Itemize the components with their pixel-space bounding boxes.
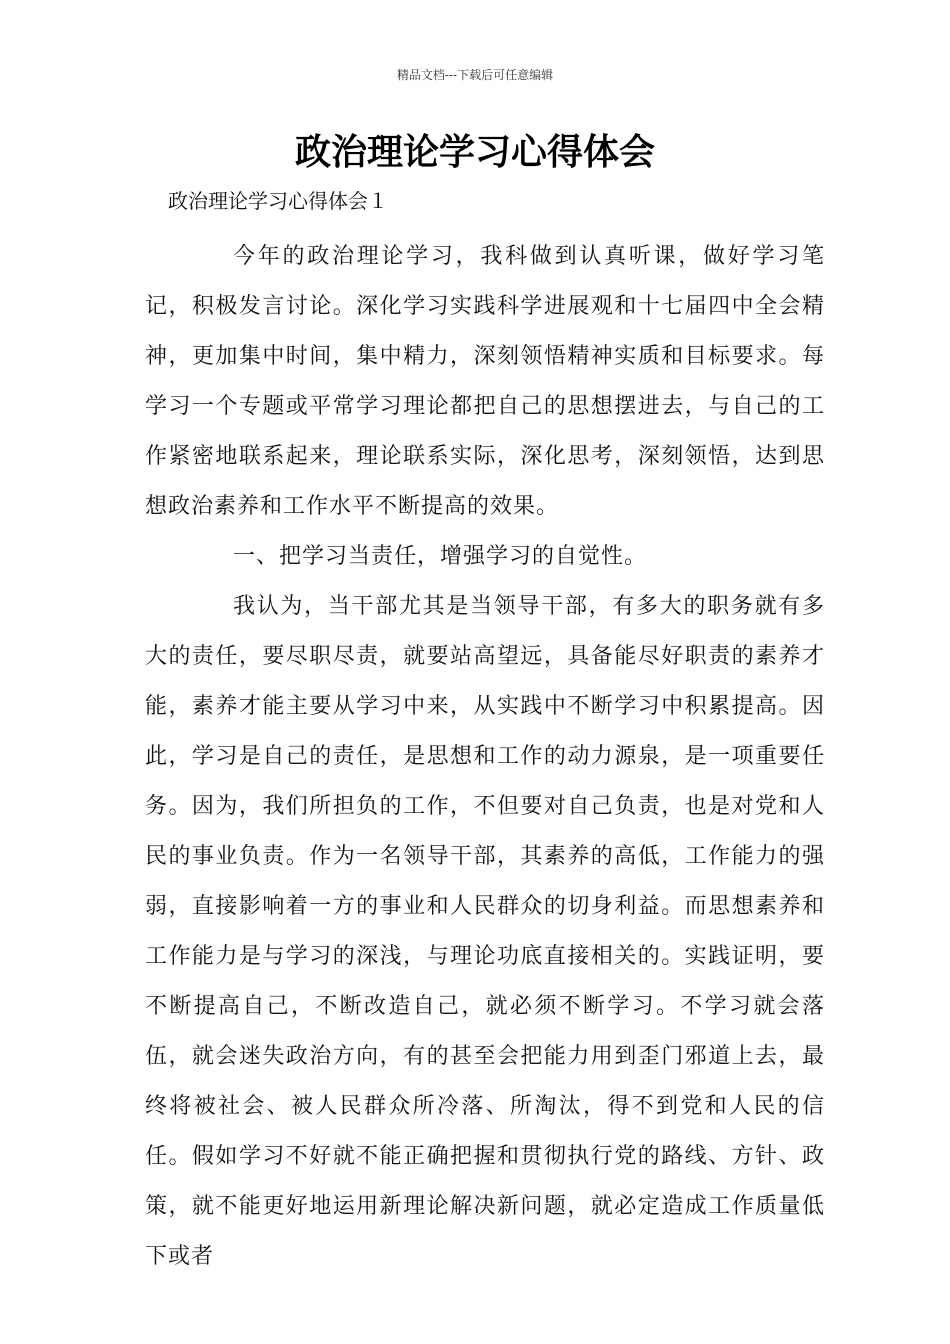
paragraph-responsibility: 我认为，当干部尤其是当领导干部，有多大的职务就有多大的责任，要尽职尽责，就要站高望远，具备能尽好职责的素养才能，素养才能主要从学习中来，从实践中不断学习中积累提高。因此，学习是自己的责任，是思想和工作的动力源泉，是一项重要任务。因为，我们所担负的工作，不但要对自己负责，也是对党和人民的事业负责。作为一名领导干部，其素养的高低，工作能力的强弱，直接影响着一方的事业和人民群众的切身利益。而思想素养和工作能力是与学习的深浅，与理论功底直接相关的。实践证明，要不断提高自己，不断改造自己，就必须不断学习。不学习就会落伍，就会迷失政治方向，有的甚至会把能力用到歪门邪道上去，最终将被社会、被人民群众所冷落、所淘汰，得不到党和人民的信任。假如学习不好就不能正确把握和贯彻执行党的路线、方针、政策，就不能更好地运用新理论解决新问题，就必定造成工作质量低下或者 xyxy=(145,594,825,1269)
paragraph-intro: 今年的政治理论学习，我科做到认真听课，做好学习笔记，积极发言讨论。深化学习实践科学进展观和十七届四中全会精神，更加集中时间，集中精力，深刻领悟精神实质和目标要求。每学习一个专题或平常学习理论都把自己的思想摆进去，与自己的工作紧密地联系起来，理论联系实际，深化思考，深刻领悟，达到思想政治素养和工作水平不断提高的效果。 xyxy=(145,244,825,519)
header-note: 精品文档---下载后可任意编辑 xyxy=(396,68,554,82)
document-title: 政治理论学习心得体会 xyxy=(294,132,655,173)
document-body xyxy=(145,232,825,1282)
document-subtitle: 政治理论学习心得体会１ xyxy=(168,189,388,213)
section-heading: 一、把学习当责任，增强学习的自觉性。 xyxy=(233,544,648,569)
